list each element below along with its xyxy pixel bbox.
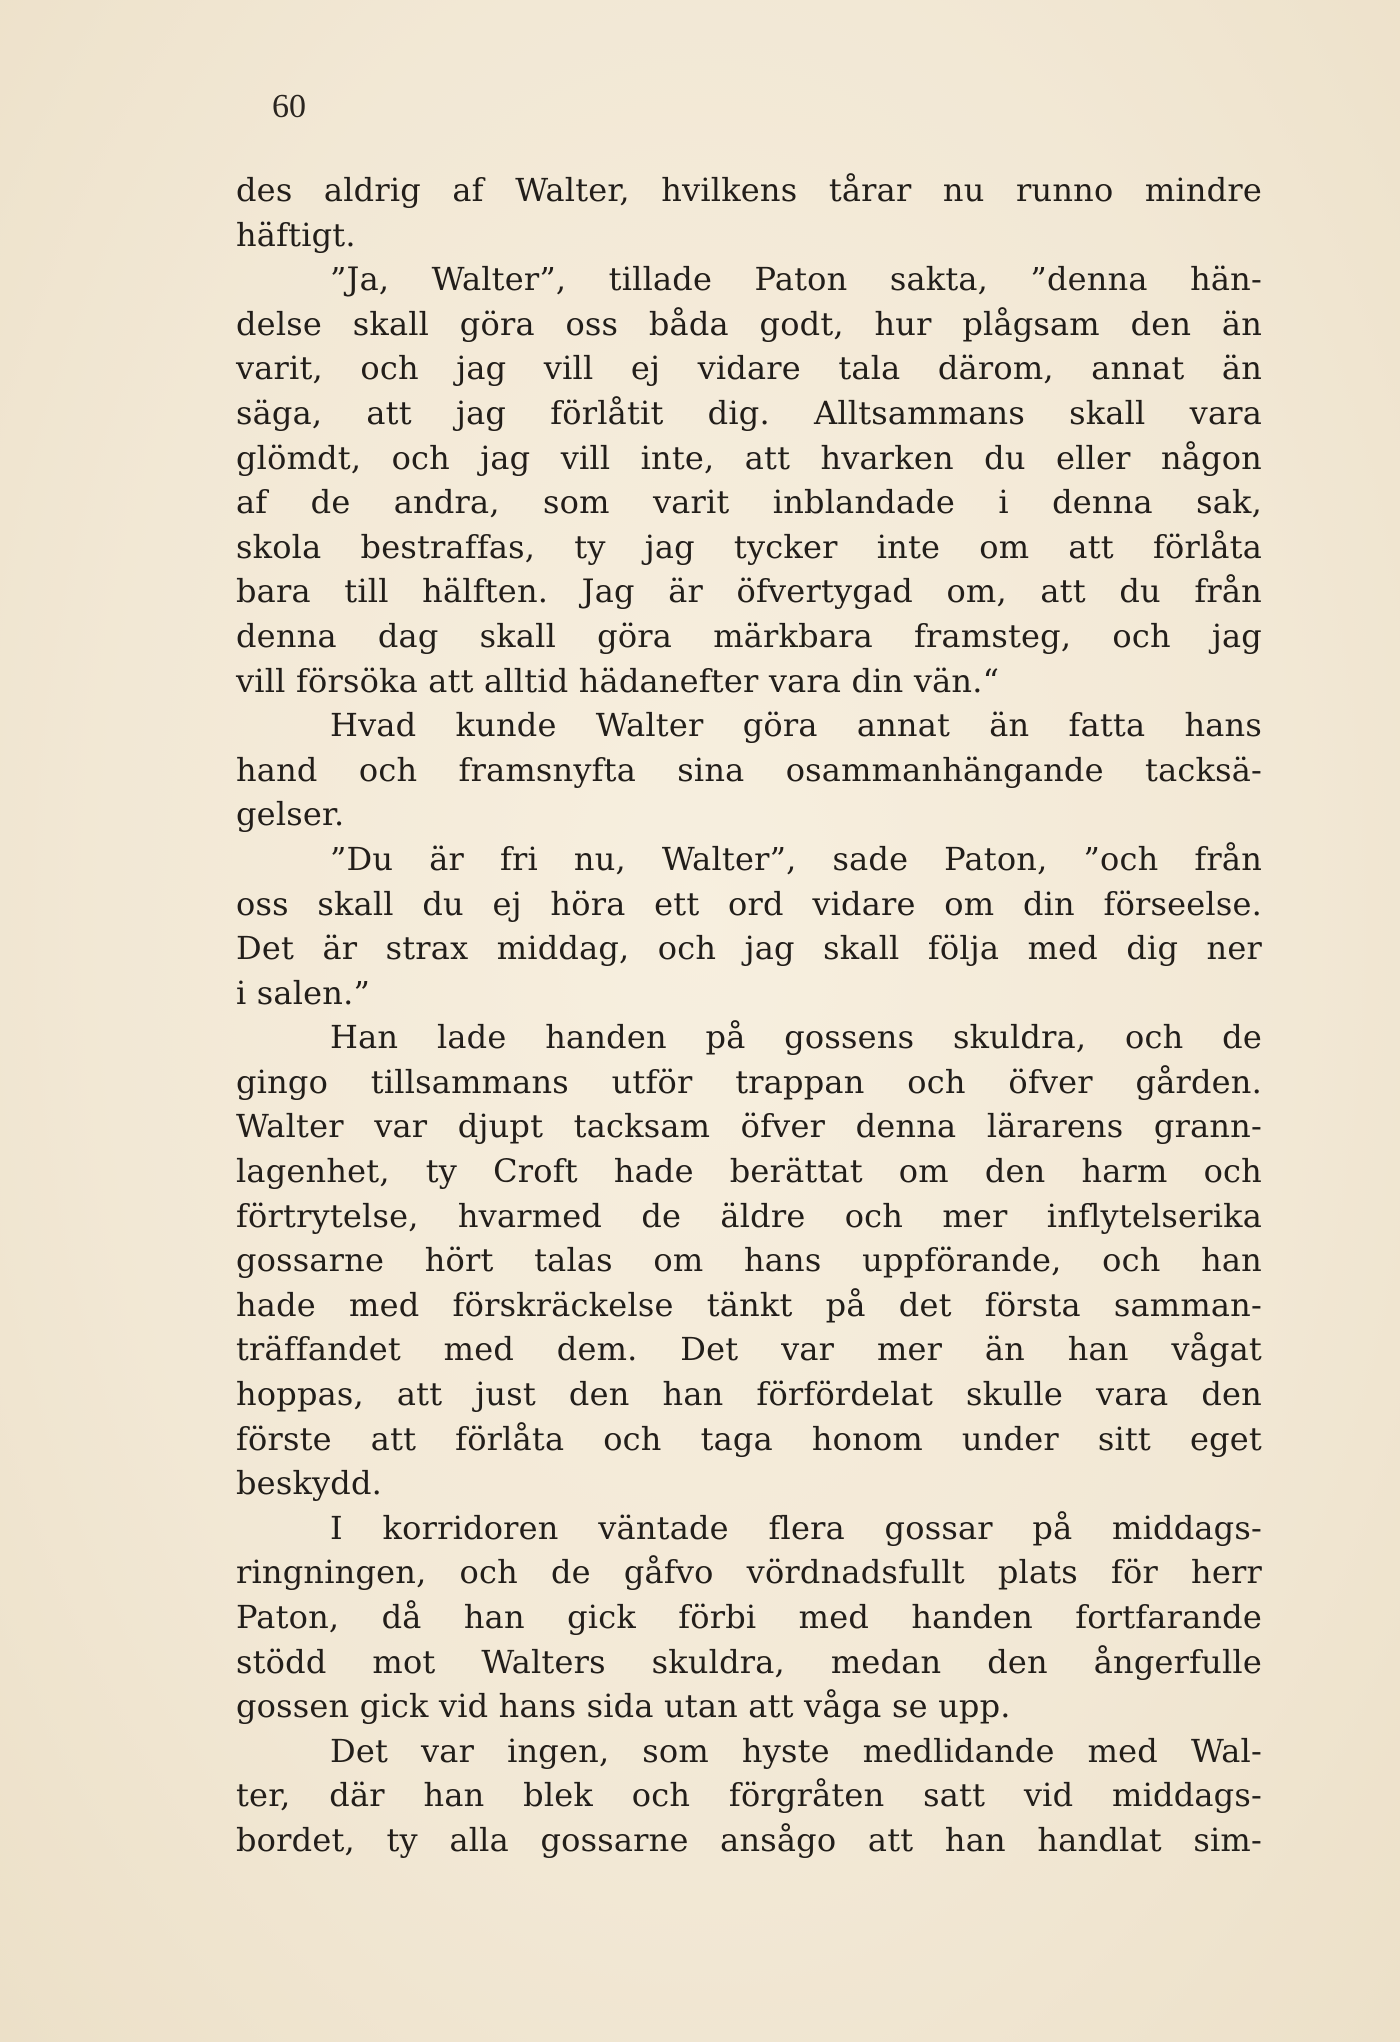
text-line: beskydd.	[236, 1464, 383, 1503]
text-line: Det var ingen, som hyste medlidande med Wal-	[330, 1731, 1262, 1770]
text-line: lagenhet, ty Croft hade berättat om den harm och	[236, 1152, 1262, 1191]
text-line: Han lade handen på gossens skuldra, och de	[330, 1018, 1262, 1057]
page-number: 60	[272, 88, 306, 125]
text-line: ter, där han blek och förgråten satt vid middags-	[236, 1776, 1262, 1815]
text-line: oss skall du ej höra ett ord vidare om din förseelse.	[236, 884, 1262, 923]
text-line: Hvad kunde Walter göra annat än fatta hans	[330, 706, 1262, 745]
text-line: hade med förskräckelse tänkt på det första samman-	[236, 1285, 1262, 1324]
text-line: af de andra, som varit inblandade i denna sak,	[236, 483, 1262, 522]
text-line: gossarne hört talas om hans uppförande, och han	[236, 1241, 1262, 1280]
text-line: gelser.	[236, 795, 345, 834]
text-line: ”Du är fri nu, Walter”, sade Paton, ”och från	[330, 839, 1262, 878]
text-line: säga, att jag förlåtit dig. Alltsammans skall vara	[236, 393, 1262, 432]
text-line: hoppas, att just den han förfördelat skulle vara den	[236, 1375, 1262, 1414]
text-line: ”Ja, Walter”, tillade Paton sakta, ”denna hän-	[330, 260, 1262, 299]
text-line: gossen gick vid hans sida utan att våga se upp.	[236, 1687, 1011, 1726]
text-line: skola bestraffas, ty jag tycker inte om att förlåta	[236, 527, 1262, 566]
text-line: des aldrig af Walter, hvilkens tårar nu runno mindre	[236, 171, 1262, 209]
text-line: ringningen, och de gåfvo vördnadsfullt plats för herr	[236, 1553, 1262, 1592]
text-line: vill försöka att alltid hädanefter vara din vän.“	[236, 661, 1000, 700]
text-line: Det är strax middag, och jag skall följa med dig ner	[236, 929, 1262, 968]
text-line: delse skall göra oss båda godt, hur plågsam den än	[236, 304, 1262, 343]
text-line: förtrytelse, hvarmed de äldre och mer inflytelserika	[236, 1196, 1262, 1235]
text-line: häftigt.	[236, 215, 356, 254]
text-line: bara till hälften. Jag är öfvertygad om, att du från	[236, 572, 1262, 611]
text-line: denna dag skall göra märkbara framsteg, och jag	[236, 616, 1262, 655]
text-line: bordet, ty alla gossarne ansågo att han handlat sim-	[236, 1820, 1262, 1859]
text-line: Paton, då han gick förbi med handen fortfarande	[236, 1598, 1262, 1636]
text-line: träffandet med dem. Det var mer än han vågat	[236, 1330, 1262, 1369]
text-line: förste att förlåta och taga honom under sitt eget	[236, 1419, 1262, 1458]
text-line: hand och framsnyfta sina osammanhängande tacksä-	[236, 750, 1262, 789]
body-text	[236, 168, 1262, 1863]
text-line: Walter var djupt tacksam öfver denna lärarens grann-	[236, 1107, 1262, 1146]
text-line: glömdt, och jag vill inte, att hvarken du eller någon	[236, 438, 1262, 477]
text-line: i salen.”	[236, 973, 371, 1012]
text-line: gingo tillsammans utför trappan och öfver gården.	[236, 1062, 1262, 1101]
text-line: stödd mot Walters skuldra, medan den ångerfulle	[236, 1642, 1262, 1681]
text-line: varit, och jag vill ej vidare tala därom, annat än	[236, 349, 1262, 388]
text-line: I korridoren väntade flera gossar på middags-	[330, 1508, 1262, 1547]
